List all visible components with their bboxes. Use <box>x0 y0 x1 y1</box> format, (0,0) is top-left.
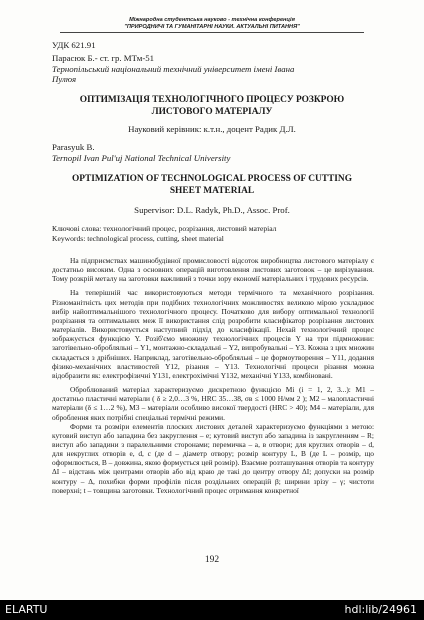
page-number: 192 <box>204 555 220 565</box>
body-text <box>52 256 374 495</box>
affiliation-ua-line1: Тернопільський національний технічний університет імені Івана <box>52 64 295 74</box>
affiliation-ua-line2: Пулюя <box>52 74 77 84</box>
udc-code: УДК 621.91 <box>52 40 96 50</box>
footer-repository-name: ELARTU <box>5 603 48 616</box>
affiliation-en: Ternopil Ivan Pul'uj National Technical University <box>52 153 231 163</box>
paragraph-2: На теперішній час використовуються методи термічного та механічного розрізання. Різноманітність цих методів при подібних технологічних можливостях великою мірою ускладнює вибір найоптимальнішого технологічного процесу. Початково для вибору оптимальної технології розрізання та оптимальних меж її використання слід розробити класифікатор розрізання листових матеріалів. Використовується наступний підхід до класифікації. Нехай технологічний процес зображується функцією Y. Розіб'ємо множину технологічних процесів Y на три підмножини: заготівельно-обробляльні – Y1, монтажно-складальні – Y2, випробувальні – Y3. Кожна з цих множин складається з дрібніших. Наприклад, заготівельно-обробляльні – це формоутворення – Y11, додання фізико-механічних властивостей Y12, різання – Y13. Технологічні процеси різання можна відобразити як: електрофізичні Y131, електрохімічні Y132, механічні Y133, комбіновані. <box>52 288 374 380</box>
title-en-line2: SHEET MATERIAL <box>169 186 255 196</box>
title-ua-line1: ОПТИМІЗАЦІЯ ТЕХНОЛОГІЧНОГО ПРОЦЕСУ РОЗКРОЮ <box>79 95 345 105</box>
footer-handle[interactable]: hdl:lib/24961 <box>344 603 417 616</box>
header-rule <box>60 32 364 33</box>
supervisor-en: Supervisor: D.L. Radyk, Ph.D., Assoc. Prof. <box>134 205 290 215</box>
author-ua: Парасюк Б.- ст. гр. МТм-51 <box>52 53 155 63</box>
keywords-en: Keywords: technological process, cutting, sheet material <box>52 234 224 243</box>
paragraph-1: На підприємствах машинобудівної промисловості відсоток виробництва листового матеріалу є достатньо високим. Одна з основних операцій виготовлення листових заготовок – це вирізування. Тому розкрій металу на заготовки важливий з точки зору економії матеріальних і трудових ресурсів. <box>52 256 374 284</box>
supervisor-ua: Науковий керівник: к.т.н., доцент Радик Д.Л. <box>128 124 296 134</box>
title-ua-line2: ЛИСТОВОГО МАТЕРІАЛУ <box>151 107 273 117</box>
conference-header-line2: "ПРИРОДНИЧІ ТА ГУМАНІТАРНІ НАУКИ. АКТУАЛЬНІ ПИТАННЯ" <box>124 24 300 30</box>
paragraph-4: Форми та розміри елементів плоских листових деталей характеризуємо функціями з метою: кутовий виступ або западина без закруглення – е; кутовий виступ або западина із закругленням – R; виступ або западини з паралельними сторонами; перемичка – а, в отвори; для круглих отворів – d, для некруглих отворів e, d, c (де d – діаметр отвору; розмір контуру L, B (де L – розмір, що оформлюється, B – довжина, якою формується цей розмір). Взаємне розташування отворів та контуру ΔI – відстань між центрами отворів або від краю де такі до центру отвору ΔI; допуски на розмір контуру – Δ, похибки форми профілів після роздільних операцій β; ширини зрізу – γ; чистоти поверхні; t – товщина заготовки. Технологічний процес отримання конкретної <box>52 421 374 495</box>
title-en-line1: OPTIMIZATION OF TECHNOLOGICAL PROCESS OF CUTTING <box>72 174 352 184</box>
keywords-ua: Ключові слова: технологічний процес, розрізання, листовий матеріал <box>52 224 277 233</box>
author-en: Parasyuk B. <box>52 142 95 152</box>
repository-footer <box>0 600 424 620</box>
conference-header-line1: Міжнародна студентська науково - технічна конференція <box>129 17 295 23</box>
paragraph-3: Оброблюваний матеріал характеризуємо дискретною функцією Mi (i = 1, 2, 3...): M1 – достатньо пластичні матеріали ( δ ≥ 2,0…3 %, HRC 35…38, σв ≤ 1000 Н/мм 2 ); M2 – малопластичні матеріали (δ ≤ 1…2 %), M3 – матеріали особливо високої твердості (HRC > 40); M4 – матеріали, для оброблення яких потрібні спеціальні термічні режими. <box>52 385 374 422</box>
